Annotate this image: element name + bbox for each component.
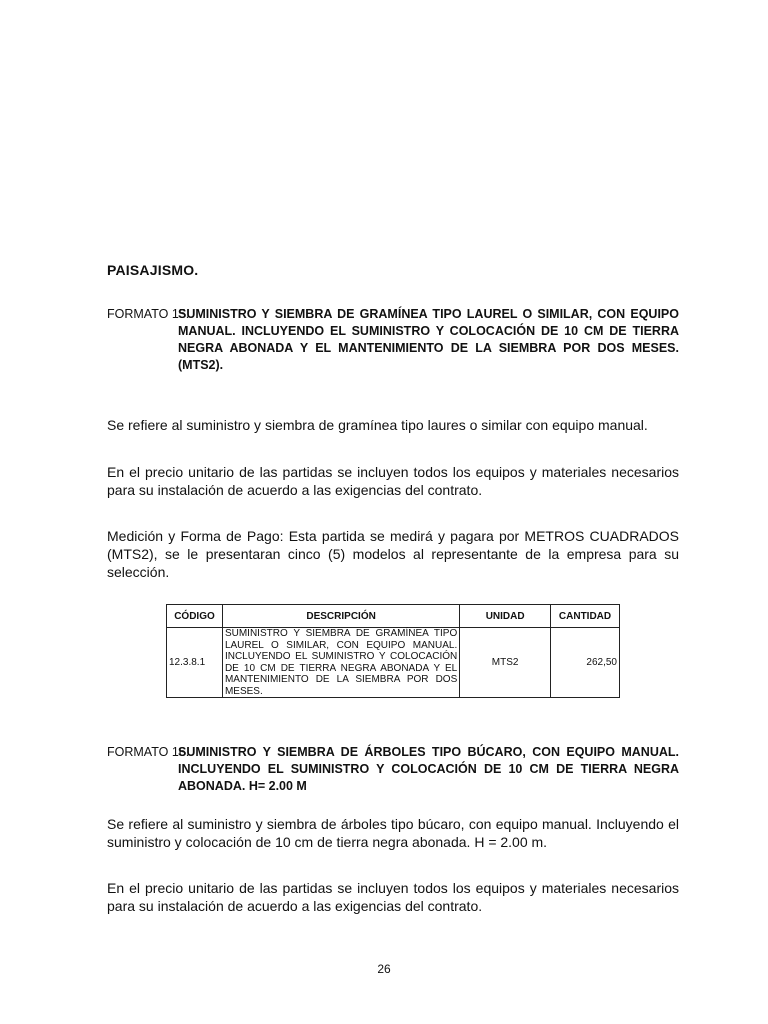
items-table (166, 604, 620, 698)
header-cantidad: CANTIDAD (551, 605, 620, 628)
header-unidad: UNIDAD (460, 605, 551, 628)
cell-codigo: 12.3.8.1 (167, 628, 223, 698)
cell-descripcion: SUMINISTRO Y SIEMBRA DE GRAMÍNEA TIPO LAUREL O SIMILAR, CON EQUIPO MANUAL. INCLUYENDO EL SUMINISTRO Y COLOCACIÓN DE 10 CM DE TIERRA NEGRA ABONADA Y EL MANTENIMIENTO DE LA SIEMBRA POR DOS MESES. (222, 628, 459, 698)
cell-unidad: MTS2 (460, 628, 551, 698)
table-header-row (167, 605, 620, 628)
header-descripcion: DESCRIPCIÓN (222, 605, 459, 628)
table-row (167, 628, 620, 698)
formato-15-block (107, 306, 679, 374)
formato-15-label: FORMATO 15. (107, 307, 190, 321)
formato-15-paragraph-2: En el precio unitario de las partidas se incluyen todos los equipos y materiales necesarios para su instalación de acuerdo a las exigencias del contrato. (107, 464, 679, 498)
header-codigo: CÓDIGO (167, 605, 223, 628)
formato-16-block (107, 744, 679, 795)
cell-cantidad: 262,50 (551, 628, 620, 698)
formato-16-title: SUMINISTRO Y SIEMBRA DE ÁRBOLES TIPO BÚCARO, CON EQUIPO MANUAL. INCLUYENDO EL SUMINISTRO Y COLOCACIÓN DE 10 CM DE TIERRA NEGRA ABONADA. H= 2.00 M (178, 745, 679, 793)
page-number: 26 (377, 962, 391, 976)
formato-16-label: FORMATO 16. (107, 745, 190, 759)
formato-15-paragraph-1: Se refiere al suministro y siembra de gramínea tipo laures o similar con equipo manual. (107, 417, 648, 433)
formato-16-paragraph-2: En el precio unitario de las partidas se incluyen todos los equipos y materiales necesarios para su instalación de acuerdo a las exigencias del contrato. (107, 880, 679, 914)
formato-15-title: SUMINISTRO Y SIEMBRA DE GRAMÍNEA TIPO LAUREL O SIMILAR, CON EQUIPO MANUAL. INCLUYENDO EL SUMINISTRO Y COLOCACIÓN DE 10 CM DE TIERRA NEGRA ABONADA Y EL MANTENIMIENTO DE LA SIEMBRA POR DOS MESES. (MTS2). (178, 307, 679, 372)
section-heading: PAISAJISMO. (107, 262, 199, 278)
formato-16-paragraph-1: Se refiere al suministro y siembra de árboles tipo búcaro, con equipo manual. Incluyendo el suministro y colocación de 10 cm de tierra negra abonada. H = 2.00 m. (107, 816, 679, 850)
formato-15-paragraph-3: Medición y Forma de Pago: Esta partida se medirá y pagara por METROS CUADRADOS (MTS2), se le presentaran cinco (5) modelos al representante de la empresa para su selección. (107, 528, 679, 580)
